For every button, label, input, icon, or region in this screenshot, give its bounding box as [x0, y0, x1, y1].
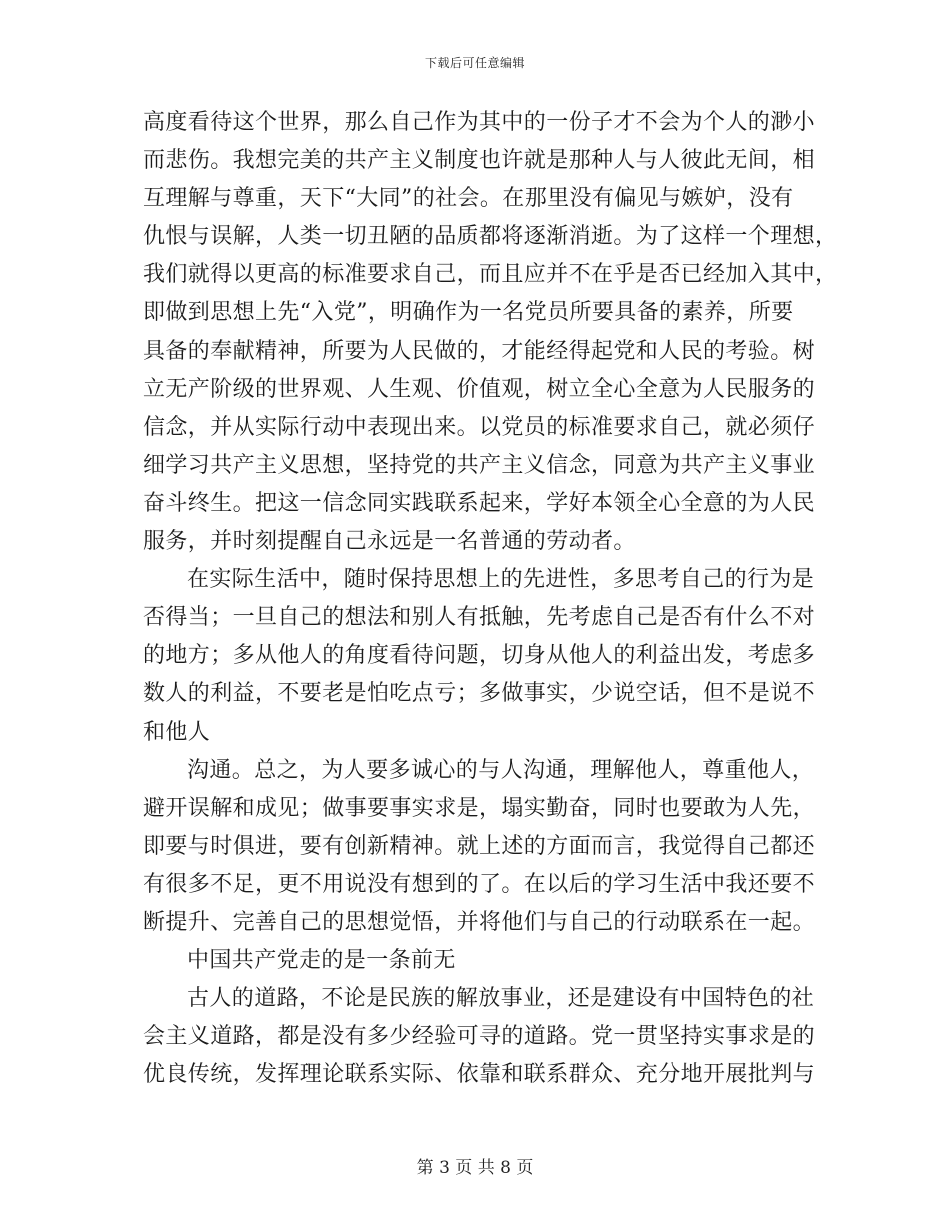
text-line: 具备的奉献精神，所要为人民做的，才能经得起党和人民的考验。树 — [143, 338, 816, 364]
text-line: 而悲伤。我想完美的共产主义制度也许就是那种人与人彼此无间，相 — [143, 148, 816, 174]
text-line: 否得当；一旦自己的想法和别人有抵触，先考虑自己是否有什么不对 — [143, 605, 816, 631]
text-line: 高度看待这个世界，那么自己作为其中的一份子才不会为个人的渺小 — [143, 110, 816, 135]
text-line: 即要与时俱进，要有创新精神。就上述的方面而言，我觉得自己都还 — [143, 833, 816, 859]
text-line: 数人的利益，不要老是怕吃点亏；多做事实，少说空话，但不是说不 — [143, 681, 816, 707]
text-line: 会主义道路，都是没有多少经验可寻的道路。党一贯坚持实事求是的 — [143, 1024, 816, 1050]
paragraph-start-line: 在实际生活中，随时保持思想上的先进性，多思考自己的行为是 — [187, 567, 815, 593]
page-header: 下载后可任意编辑 — [424, 56, 525, 70]
page-number: 第 3 页 共 8 页 — [416, 1158, 534, 1178]
text-line: 信念，并从实际行动中表现出来。以党员的标准要求自己，就必须仔 — [143, 414, 816, 440]
text-line: 断提升、完善自己的思想觉悟，并将他们与自己的行动联系在一起。 — [143, 909, 816, 935]
paragraph-start-line: 古人的道路，不论是民族的解放事业，还是建设有中国特色的社 — [187, 986, 815, 1012]
paragraph-start-line: 中国共产党走的是一条前无 — [187, 948, 456, 974]
text-line: 我们就得以更高的标准要求自己，而且应并不在乎是否已经加入其中， — [143, 262, 838, 288]
text-line: 细学习共产主义思想，坚持党的共产主义信念，同意为共产主义事业 — [143, 452, 816, 478]
text-line: 和他人 — [143, 719, 211, 745]
text-line: 仇恨与误解，人类一切丑陋的品质都将逐渐消逝。为了这样一个理想， — [143, 224, 838, 250]
text-line: 互理解与尊重，天下“大同”的社会。在那里没有偏见与嫉妒，没有 — [143, 186, 794, 212]
text-line: 避开误解和成见；做事要事实求是，塌实勤奋，同时也要敢为人先， — [143, 795, 816, 821]
text-line: 服务，并时刻提醒自己永远是一名普通的劳动者。 — [143, 529, 636, 555]
text-line: 立无产阶级的世界观、人生观、价值观，树立全心全意为人民服务的 — [143, 376, 816, 402]
paragraph-start-line: 沟通。总之，为人要多诚心的与人沟通，理解他人，尊重他人， — [187, 757, 815, 783]
text-line: 即做到思想上先“入党”，明确作为一名党员所要具备的素养，所要 — [143, 300, 794, 326]
text-line: 奋斗终生。把这一信念同实践联系起来，学好本领全心全意的为人民 — [143, 490, 816, 516]
text-line: 优良传统，发挥理论联系实际、依靠和联系群众、充分地开展批判与 — [143, 1062, 816, 1088]
document-body — [143, 104, 838, 1094]
text-line: 有很多不足，更不用说没有想到的了。在以后的学习生活中我还要不 — [143, 871, 816, 897]
text-line: 的地方；多从他人的角度看待问题，切身从他人的利益出发，考虑多 — [143, 643, 816, 669]
